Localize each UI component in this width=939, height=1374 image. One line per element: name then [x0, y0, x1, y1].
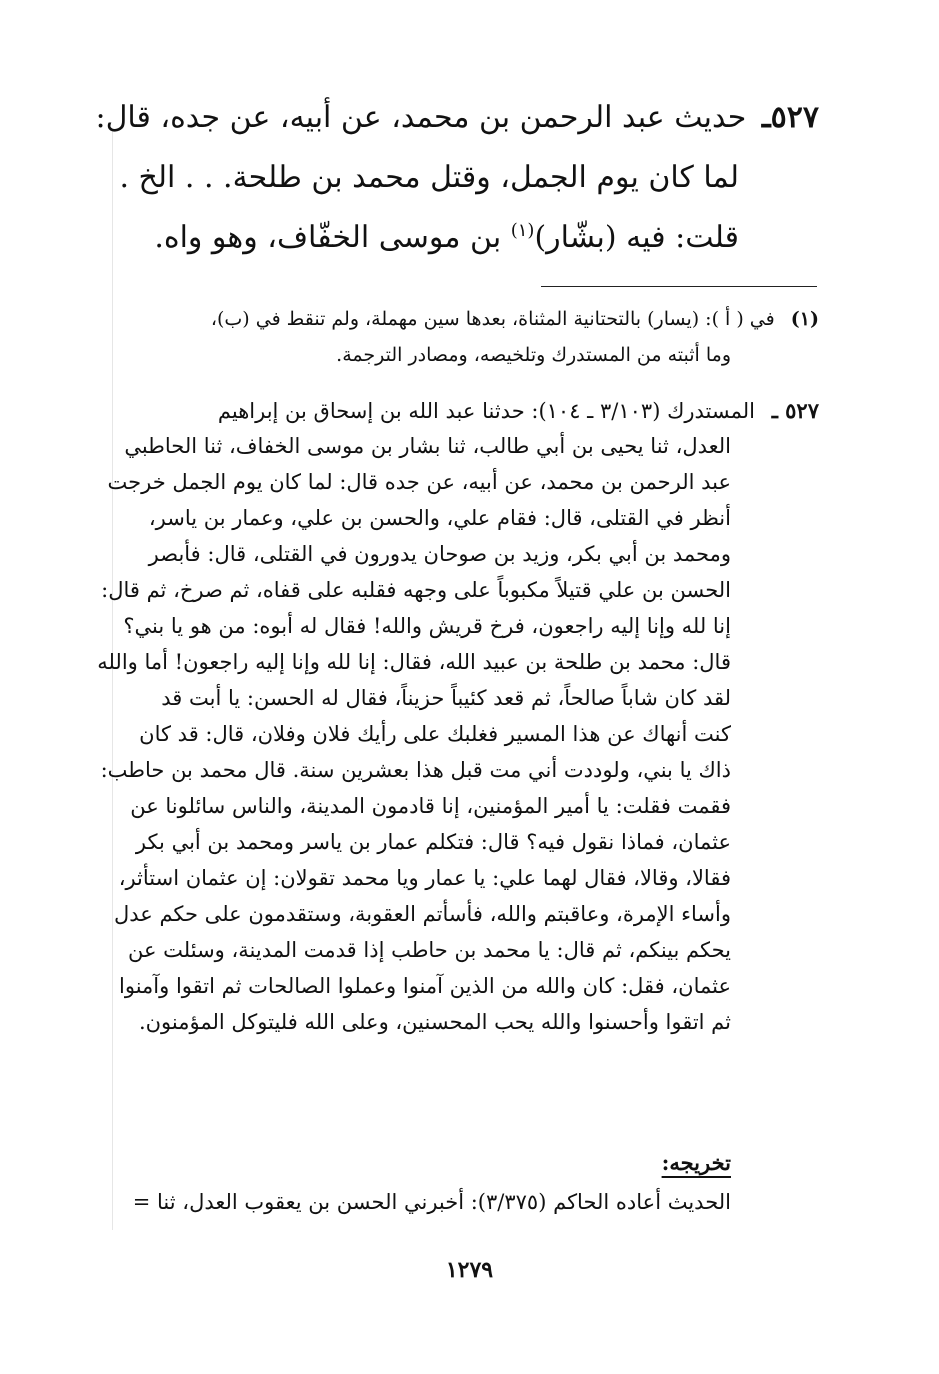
main-line: عثمان، فقل: كان والله من الذين آمنوا وعملوا الصالحات ثم اتقوا وآمنوا [119, 974, 731, 998]
hadith-line-3 [154, 220, 739, 255]
main-line: قال: محمد بن طلحة بن عبيد الله، فقال: إنا لله وإنا إليه راجعون! أما والله [97, 650, 731, 674]
margin-guide-line [112, 130, 113, 1230]
main-line: كنت أنهاك عن هذا المسير فغلبك على رأيك فلان وفلان، قال: قد كان [139, 722, 731, 746]
footnote-separator [541, 286, 817, 287]
takhrij-heading: تخريجه: [661, 1150, 731, 1175]
hadith-number: ٥٢٧ـ [761, 100, 819, 135]
main-entry-number: ٥٢٧ ـ [771, 398, 819, 423]
footnote-text-1: في ( أ ): (يسار) بالتحتانية المثناة، بعدها سين مهملة، ولم تنقط في (ب)، [210, 308, 775, 330]
main-line: الحسن بن علي قتيلاً مكبوباً على وجهه فقلبه على قفاه، ثم صرخ، ثم قال: [101, 578, 731, 602]
footnote-number: (١) [790, 308, 819, 330]
main-line: لقد كان شاباً صالحاً، ثم قعد كئيباً حزيناً، فقال له الحسن: يا أبت قد [161, 686, 731, 710]
hadith-text-1: حديث عبد الرحمن بن محمد، عن أبيه، عن جده، قال: [95, 100, 747, 135]
main-line: ومحمد بن أبي بكر، وزيد بن صوحان يدورون في القتلى، قال: فأبصر [148, 542, 731, 566]
footnote-line-1 [211, 308, 819, 330]
main-line: عثمان، فماذا نقول فيه؟ قال: فتكلم عمار بن ياسر ومحمد بن أبي بكر [135, 830, 731, 854]
footnote-reference: (١) [510, 220, 535, 241]
main-line: إنا لله وإنا إليه راجعون، فرخ قريش والله! فقال له أبوه: من هو يا بني؟ [123, 614, 731, 638]
hadith-line-2: لما كان يوم الجمل، وقتل محمد بن طلحة. . . الخ . [119, 160, 739, 195]
main-line: ثم اتقوا وأحسنوا والله يحب المحسنين، وعلى الله فليتوكل المؤمنون. [138, 1010, 731, 1034]
main-line: فقالا، وقالا، فقال لهما علي: يا عمار ويا محمد تقولان: إن عثمان استأثر، [118, 866, 731, 890]
main-line: وأساء الإمرة، وعاقبتم والله، فأسأتم العقوبة، وستقدمون على حكم عدل [113, 902, 731, 926]
main-line: العدل، ثنا يحيى بن أبي طالب، ثنا بشار بن موسى الخفاف، ثنا الحاطبي [124, 434, 731, 458]
footnote-line-2: وما أثبته من المستدرك وتلخيصه، ومصادر الترجمة. [336, 344, 731, 366]
main-line: يحكم بينكم، ثم قال: يا محمد بن حاطب إذا قدمت المدينة، وسئلت عن [127, 938, 731, 962]
main-line: فقمت فقلت: يا أمير المؤمنين، إنا قادمون المدينة، والناس سائلونا عن [130, 794, 731, 818]
main-line: أنظر في القتلى، قال: فقام علي، والحسن بن علي، وعمار بن ياسر، [148, 506, 731, 530]
takhrij-line-1: الحديث أعاده الحاكم (٣/٣٧٥): أخبرني الحسن بن يعقوب العدل، ثنا = [132, 1190, 731, 1214]
hadith-text-3b: بن موسى الخفّاف، وهو واه. [154, 220, 511, 255]
main-line-text: المستدرك (٣/١٠٣ ـ ١٠٤): حدثنا عبد الله بن إسحاق بن إبراهيم [217, 399, 755, 423]
main-line [218, 398, 819, 423]
main-line: عبد الرحمن بن محمد، عن أبيه، عن جده قال: لما كان يوم الجمل خرجت [107, 470, 731, 494]
page-number: ١٢٧٩ [445, 1257, 494, 1283]
hadith-line-1 [95, 100, 819, 135]
hadith-text-3a: قلت: فيه (بشّار) [534, 220, 739, 255]
main-line: ذاك يا بني، ولوددت أني مت قبل هذا بعشرين سنة. قال محمد بن حاطب: [100, 758, 731, 782]
